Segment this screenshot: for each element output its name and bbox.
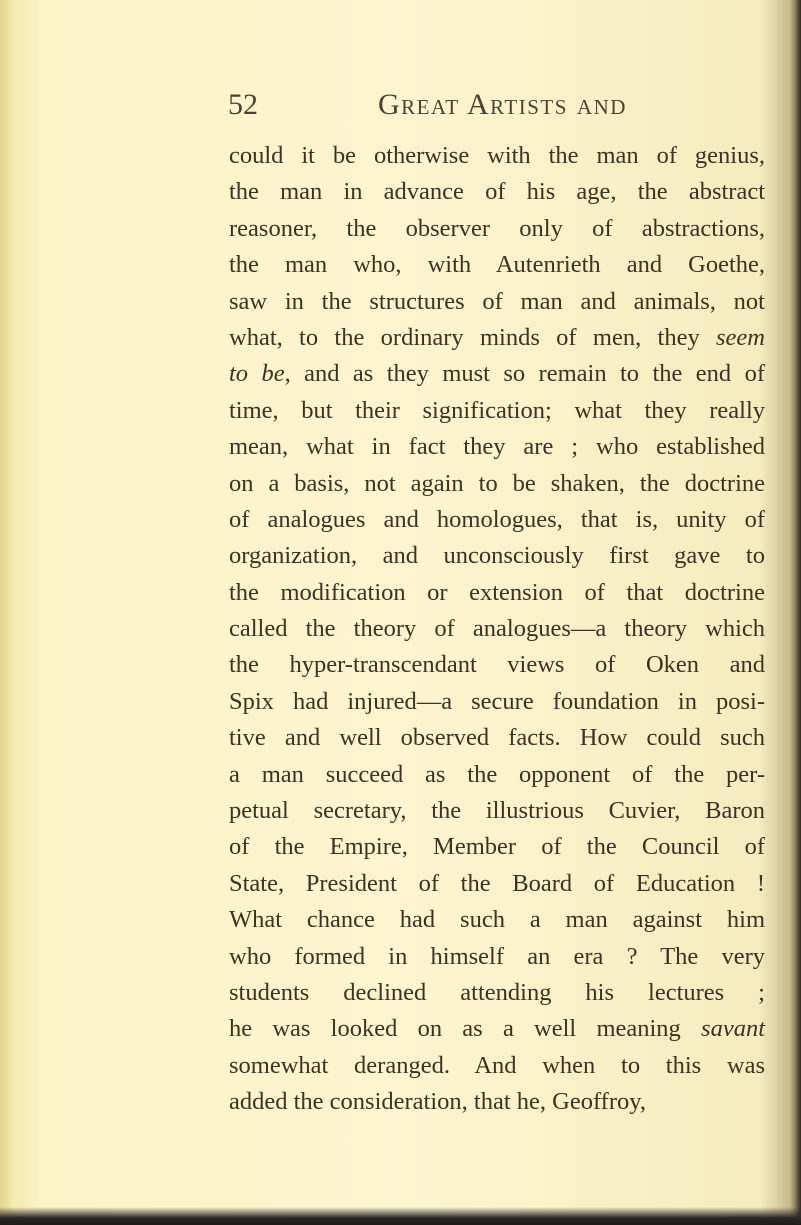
page-number: 52 [228, 88, 258, 121]
text-line [229, 320, 765, 356]
text-line: of the Empire, Member of the Council of [229, 833, 765, 861]
text-line: petual secretary, the illustrious Cuvier, Baron [229, 797, 765, 825]
text-line: who formed in himself an era ? The very [229, 942, 765, 970]
page-edge-bottom [0, 1207, 801, 1225]
text-line: on a basis, not again to be shaken, the doctrine [229, 469, 765, 497]
text-line: the modification or extension of that doctrine [229, 578, 765, 606]
text-segment: what, to the ordinary minds of men, they [229, 323, 717, 351]
text-line: What chance had such a man against him [229, 906, 765, 934]
text-line: the man in advance of his age, the abstract [229, 178, 765, 206]
text-line: students declined attending his lectures ; [229, 978, 765, 1006]
text-line: organization, and unconsciously first gave to [229, 542, 765, 570]
text-line: the man who, with Autenrieth and Goethe, [229, 251, 765, 279]
text-line: somewhat deranged. And when to this was [229, 1051, 765, 1079]
text-segment: , and as they must so remain to the end of [284, 360, 765, 388]
text-line: reasoner, the observer only of abstractions, [229, 214, 765, 242]
text-line: could it be otherwise with the man of genius, [229, 142, 765, 169]
running-head: Great Artists and [378, 88, 627, 121]
text-line: saw in the structures of man and animals, not [229, 287, 765, 315]
text-line: the hyper-transcendant views of Oken and [229, 651, 765, 679]
text-segment: he was looked on as a well meaning [229, 1015, 702, 1043]
italic-phrase: to be [229, 360, 285, 388]
text-line [229, 356, 765, 392]
text-line: State, President of the Board of Education ! [229, 869, 765, 897]
gutter-shadow [0, 0, 14, 1225]
text-line: time, but their signification; what they really [229, 396, 765, 424]
text-line [229, 1011, 765, 1047]
italic-word: savant [701, 1015, 765, 1043]
page-edge-right [793, 0, 801, 1225]
text-line: Spix had injured—a secure foundation in posi- [229, 687, 765, 715]
text-line: of analogues and homologues, that is, unity of [229, 505, 765, 533]
text-line: a man succeed as the opponent of the per- [229, 760, 765, 788]
page-header [228, 88, 648, 128]
text-line: tive and well observed facts. How could such [229, 724, 765, 752]
text-line: mean, what in fact they are ; who established [229, 433, 765, 461]
text-line: called the theory of analogues—a theory which [229, 615, 765, 643]
italic-word: seem [716, 323, 765, 351]
text-line: added the consideration, that he, Geoffroy, [229, 1088, 647, 1116]
body-text [229, 138, 765, 1121]
